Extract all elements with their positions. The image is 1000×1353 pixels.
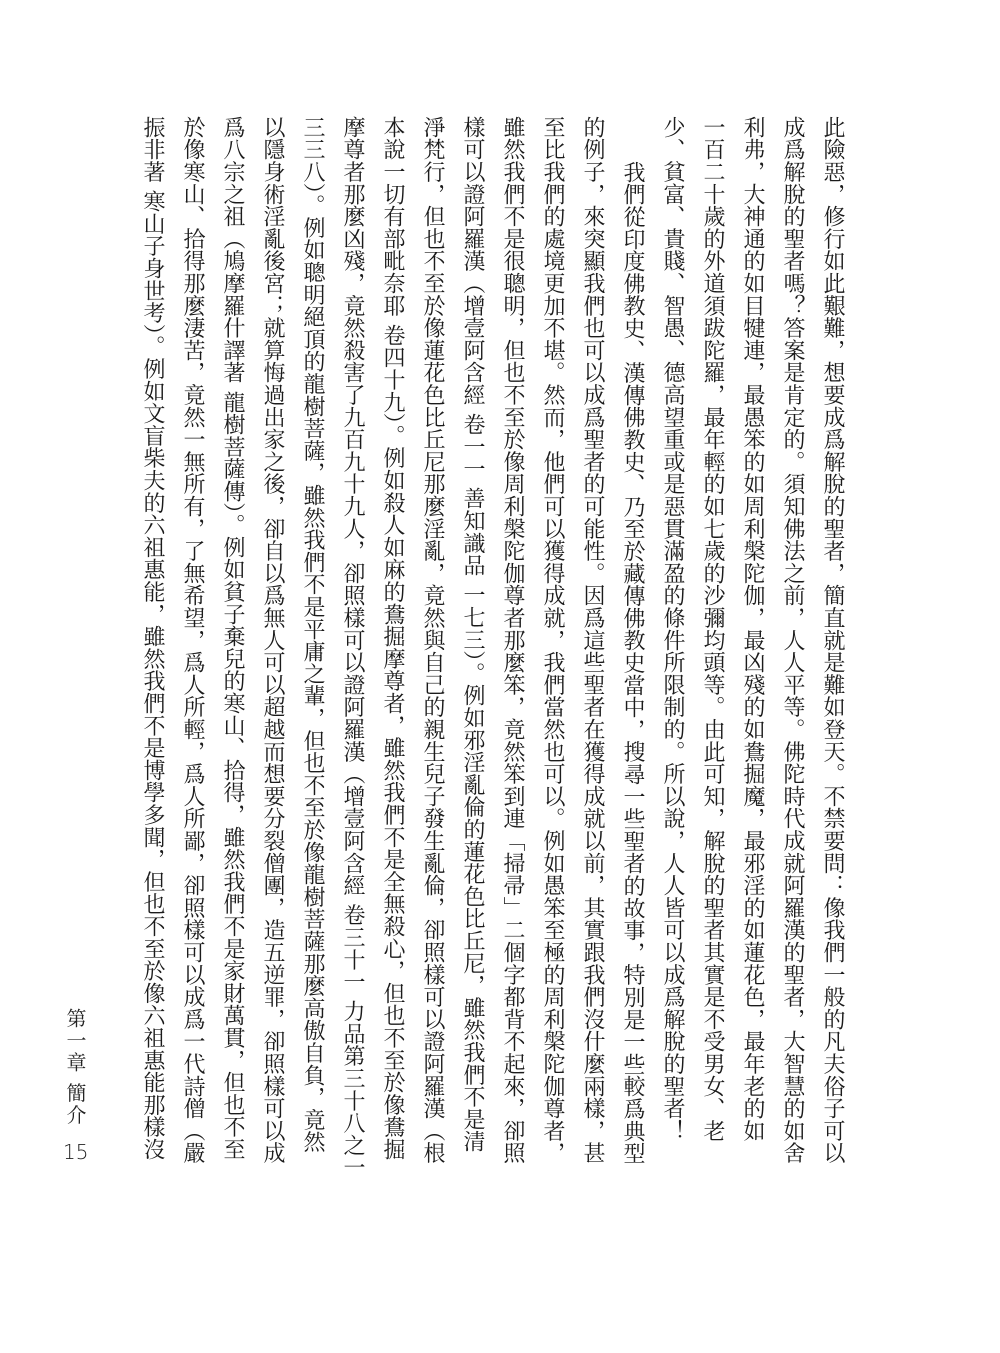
page-number: 15	[63, 1140, 89, 1164]
body-text	[132, 116, 852, 1180]
text-column: 以隱身術淫亂後宮；就算悔過出家之後，卻自以爲無人可以超越而想要分裂僧團，造五逆罪，卻照樣可以成	[260, 116, 285, 1165]
text-column: 樣可以證阿羅漢（增壹阿含經 卷一一 善知識品 一七三）。例如邪淫亂倫的蓮花色比丘尼，雖然我們不是清	[460, 116, 485, 1153]
text-column: 成爲解脫的聖者嗎？答案是肯定的。須知佛法之前，人人平等。佛陀時代成就阿羅漢的聖者，大智慧的如舍	[780, 116, 805, 1165]
text-column: 爲八宗之祖（鳩摩羅什譯著 龍樹菩薩傳）。例如貧子棄兒的寒山、拾得，雖然我們不是家財萬貫，但也不至	[220, 116, 245, 1161]
text-column: 利弗，大神通的如目犍連，最愚笨的如周利槃陀伽，最凶殘的如鴦掘魔，最邪淫的如蓮花色，最年老的如	[740, 116, 765, 1142]
text-column: 淨梵行，但也不至於像蓮花色比丘尼那麼淫亂，竟然與自己的親生兒子發生亂倫，卻照樣可以證阿羅漢（根	[420, 116, 445, 1165]
text-column: 雖然我們不是很聰明，但也不至於像周利槃陀伽尊者那麼笨，竟然笨到連「掃帚」二個字都背不起來，卻照	[500, 116, 525, 1165]
text-column: 的例子，來突顯我們也可以成爲聖者的可能性。因爲這些聖者在獲得成就以前，其實跟我們沒什麼兩樣，甚	[580, 116, 605, 1165]
text-column: 三三八）。例如聰明絕頂的龍樹菩薩，雖然我們不是平庸之輩，但也不至於像龍樹菩薩那麼高傲自負，竟然	[300, 116, 325, 1154]
paragraph-start-column: 我們從印度佛教史、漢傳佛教史、乃至於藏傳佛教史當中，搜尋一些聖者的故事，特別是一些較爲典型	[620, 161, 645, 1165]
text-column: 摩尊者那麼凶殘，竟然殺害了九百九十九人，卻照樣可以證阿羅漢（增壹阿含經 卷三十一 力品第三十八之一	[340, 116, 365, 1179]
text-column: 此險惡，修行如此艱難，想要成爲解脫的聖者，簡直就是難如登天。不禁要問：像我們一般的凡夫俗子可以	[820, 116, 845, 1165]
chapter-title: 第一章 簡介	[63, 1008, 87, 1127]
text-column: 少、貧富、貴賤、智愚、德高望重或是惡貫滿盈的條件所限制的。所以說，人人皆可以成爲解脫的聖者！	[660, 116, 685, 1142]
text-column: 振非著 寒山子身世考）。例如文盲柴夫的六祖惠能，雖然我們不是博學多聞，但也不至於像六祖惠能那樣沒	[140, 116, 165, 1161]
text-column: 至比我們的處境更加不堪。然而，他們可以獲得成就，我們當然也可以。例如愚笨至極的周利槃陀伽尊者，	[540, 116, 565, 1165]
text-column: 於像寒山、拾得那麼淒苦，竟然一無所有，了無希望，爲人所輕，爲人所鄙，卻照樣可以成爲一代詩僧（嚴	[180, 116, 205, 1165]
text-column: 一百二十歲的外道須跋陀羅，最年輕的如七歲的沙彌均頭等。由此可知，解脫的聖者其實是不受男女、老	[700, 116, 725, 1142]
text-column: 本說一切有部毗奈耶 卷四十九）。例如殺人如麻的鴦掘摩尊者，雖然我們不是全無殺心，但也不至於像鴦掘	[380, 116, 405, 1161]
